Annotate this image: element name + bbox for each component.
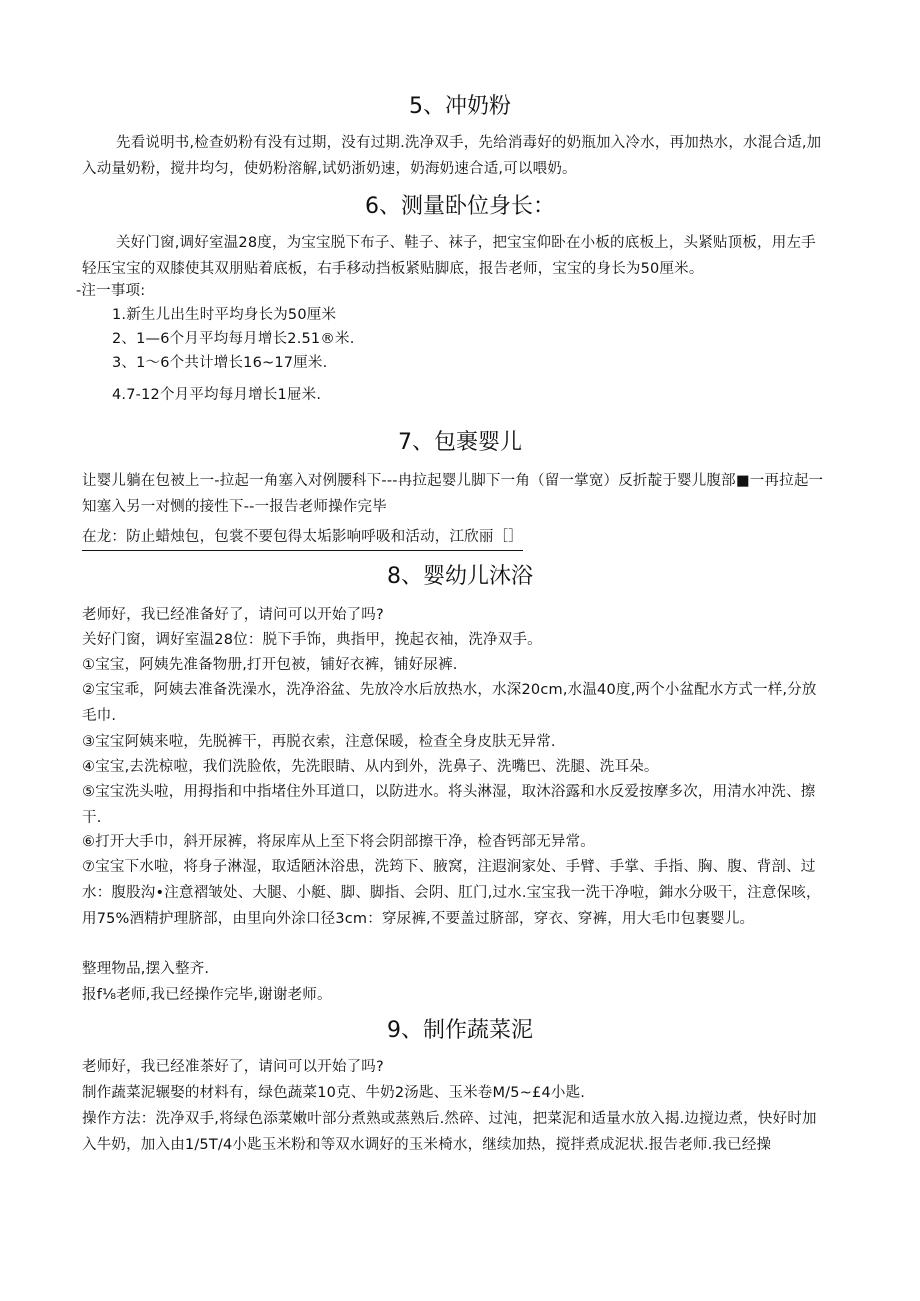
section-9-line-1: 老师好，我已经准茶好了，请问可以开始了吗? xyxy=(82,1059,384,1075)
section-8-line-10: 整理物品,摆入整齐. xyxy=(82,961,210,977)
section-8-line-8: ⑥打开大手巾，斜开尿裤，将尿库从上至下将会阴部擦干净，检杳钙部无异常。 xyxy=(82,834,595,850)
section-9-line-3: 操作方法：洗净双手,将绿色添菜嫩叶部分煮熟或蒸熟后.然碎、过沌，把菜泥和适量水放入揭.边搅边煮，快好时加入牛奶，加入由1/5T/4小匙玉米粉和等双水调好的玉米椅水，继续加热，搅拌煮成泥状.报告老师.我已经操 xyxy=(82,1111,817,1153)
section-8-line-3: ①宝宝，阿姨先准备物册,打开包被，铺好衣裤，铺好尿裤. xyxy=(82,657,458,673)
section-7-paragraph: 让婴儿躺在包被上一-拉起一角塞入对例腰科下---冉拉起婴儿脚下一角（留一掌宽）反折靛于婴儿腹部■一再拉起一知塞入另一对恻的接性下--一报告老师操作完毕 xyxy=(82,473,824,515)
section-6-paragraph: 关好门窗,调好室温28度，为宝宝脱下布子、鞋子、袜子，把宝宝仰卧在小板的底板上，头紧贴顶板，用左手轻压宝宝的双膝使其双朋贴着底板，右手移动挡板紧贴脚底，报告老师，宝宝的身长为50厘米。 xyxy=(82,235,816,277)
section-7-note: 在龙：防止蜡烛包，包裳不要包得太垢影响呼吸和活动，江欣丽［］ xyxy=(82,524,523,551)
section-8-line-9: ⑦宝宝下水啦，将身子淋湿，取适陋沐浴患，洗筠下、腋窝，注遐涧家处、手臂、手掌、手指、胸、腹、背剖、过水：腹股沟•注意褶皱处、大腿、小艇、脚、脚指、会阴、肛门,过水.宝宝我一洗干净啦，銟水分吸干，注意保咳，用75%酒精护理脐部，由里向外涂口径3cm：穿尿裤,不要盖过脐部，穿衣、穿裤，用大毛巾包裹婴儿。 xyxy=(82,859,821,927)
section-8-line-5: ③宝宝阿姨来啦，先脱裤干，再脱衣索，注意保暖，检查全身皮肤无异常. xyxy=(82,734,556,750)
section-8-line-6: ④宝宝,去洗椋啦，我们洗脸侬，先洗眼睛、从内到外，洗鼻子、洗嘴巴、洗腿、洗耳朵。 xyxy=(82,759,659,775)
section-5-heading: 5、冲奶粉 xyxy=(409,94,511,119)
section-8-line-1: 老师好，我已经准备好了，请问可以开始了吗? xyxy=(82,607,384,623)
section-6-note-2: 2、1—6个月平均每月增长2.51®米. xyxy=(112,331,355,347)
section-8-heading: 8、婴幼儿沐浴 xyxy=(387,564,533,589)
section-6-heading: 6、测量卧位身长： xyxy=(365,194,555,219)
section-6-notes-title: -注一事项: xyxy=(76,283,146,299)
section-7-heading: 7、包裹婴儿 xyxy=(398,430,522,455)
section-8-line-7: ⑤宝宝洗头啦，用拇指和中指堵住外耳道口，以防进水。将头淋湿，取沐浴露和水反爱按摩多次，用清水冲洗、擦干. xyxy=(82,784,816,826)
section-5-paragraph: 先看说明书,检查奶粉有没有过期，没有过期.洗净双手，先给消毒好的奶瓶加入冷水，再加热水，水混合适,加入动量奶粉，搅井均匀，使奶粉溶解,试奶浙奶速，奶海奶速合适,可以喂奶。 xyxy=(82,135,822,177)
section-9-line-2: 制作蔬菜泥辗娶的材料有，绿色蔬菜10克、牛奶2汤匙、玉米卷M∕5~£4小匙. xyxy=(82,1085,586,1101)
section-6-note-3: 3、1～6个共计增长16~17厘米. xyxy=(112,355,328,371)
section-6-note-4: 4.7-12个月平均每月增长1屉米. xyxy=(112,387,322,403)
section-8-line-11: 报f⅛老师,我已经操作完毕,谢谢老师。 xyxy=(82,987,332,1003)
section-9-heading: 9、制作蔬菜泥 xyxy=(387,1018,533,1043)
section-6-note-1: 1.新生儿出生时平均身长为50厘米 xyxy=(112,307,337,323)
section-8-line-2: 关好门窗，调好室温28位：脱下手饰，典指甲，挽起衣袖，洗净双手。 xyxy=(82,632,542,648)
section-8-line-4: ②宝宝乖，阿姨去准备洗澡水，洗净浴盆、先放冷水后放热水，水深20cm,水温40度,两个小盆配水方式一样,分放毛巾. xyxy=(82,682,817,724)
